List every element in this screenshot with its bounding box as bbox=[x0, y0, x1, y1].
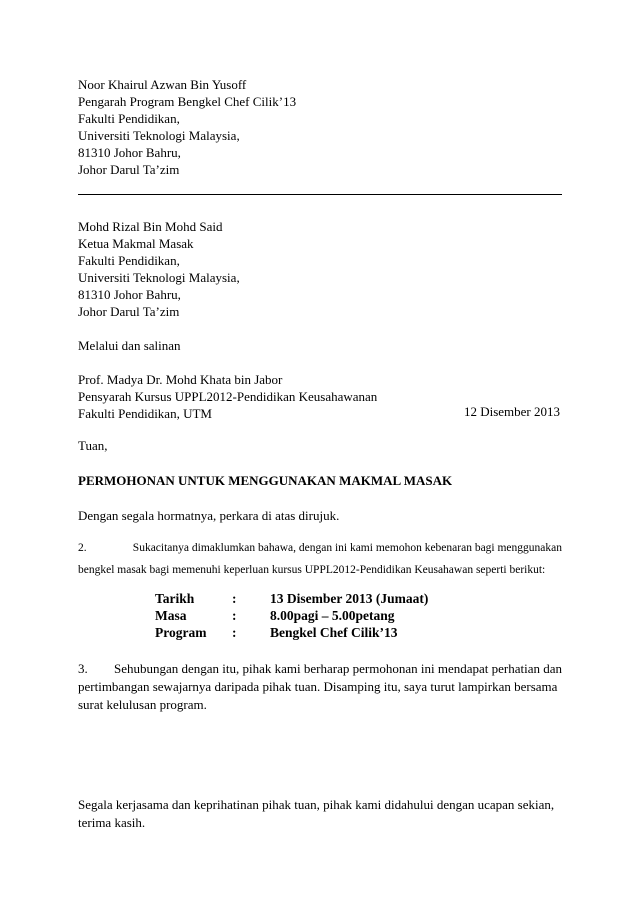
paragraph-3-line-1 bbox=[78, 660, 562, 678]
detail-separator: : bbox=[232, 591, 237, 606]
closing-paragraph bbox=[78, 796, 562, 832]
detail-label: Tarikh bbox=[155, 591, 195, 606]
paragraph-2-text-2: bengkel masak bagi memenuhi keperluan kursus UPPL2012-Pendidikan Keusahawan seperti berikut: bbox=[78, 564, 546, 576]
paragraph-3-text-3: surat kelulusan program. bbox=[78, 697, 207, 712]
paragraph-2-line-1 bbox=[78, 537, 562, 559]
subject-block bbox=[78, 472, 562, 489]
letterhead-divider bbox=[78, 194, 562, 195]
sender-state: Johor Darul Ta’zim bbox=[78, 162, 180, 177]
subject-heading: PERMOHONAN UNTUK MENGGUNAKAN MAKMAL MASAK bbox=[78, 473, 453, 488]
paragraph-3-text-1: Sehubungan dengan itu, pihak kami berharap permohonan ini mendapat perhatian dan bbox=[114, 661, 562, 676]
via-label-block bbox=[78, 337, 562, 354]
paragraph-3 bbox=[78, 660, 562, 714]
paragraph-2-number: 2. bbox=[78, 542, 87, 554]
salutation-block bbox=[78, 437, 562, 454]
via-faculty: Fakulti Pendidikan, UTM bbox=[78, 406, 212, 421]
detail-value: Bengkel Chef Cilik’13 bbox=[270, 625, 398, 640]
via-label: Melalui dan salinan bbox=[78, 338, 181, 353]
paragraph-2 bbox=[78, 537, 562, 581]
recipient-address bbox=[78, 218, 562, 320]
detail-label: Masa bbox=[155, 608, 187, 623]
via-name: Prof. Madya Dr. Mohd Khata bin Jabor bbox=[78, 372, 283, 387]
sender-title: Pengarah Program Bengkel Chef Cilik’13 bbox=[78, 94, 297, 109]
sender-address bbox=[78, 76, 562, 178]
intro-block bbox=[78, 507, 562, 524]
detail-value: 13 Disember 2013 (Jumaat) bbox=[270, 591, 429, 606]
paragraph-2-text-1: Sukacitanya dimaklumkan bahawa, dengan ini kami memohon kebenaran bagi menggunakan bbox=[132, 542, 562, 554]
recipient-state: Johor Darul Ta’zim bbox=[78, 304, 180, 319]
recipient-title: Ketua Makmal Masak bbox=[78, 236, 194, 251]
sender-name: Noor Khairul Azwan Bin Yusoff bbox=[78, 77, 247, 92]
intro-paragraph: Dengan segala hormatnya, perkara di atas dirujuk. bbox=[78, 508, 340, 523]
salutation: Tuan, bbox=[78, 438, 108, 453]
paragraph-3-number: 3. bbox=[78, 661, 88, 676]
detail-separator: : bbox=[232, 625, 237, 640]
paragraph-3-text-2: pertimbangan sewajarnya daripada pihak tuan. Disamping itu, saya turut lampirkan bersama bbox=[78, 679, 558, 694]
sender-postcode-city: 81310 Johor Bahru, bbox=[78, 145, 181, 160]
sender-faculty: Fakulti Pendidikan, bbox=[78, 111, 180, 126]
sender-university: Universiti Teknologi Malaysia, bbox=[78, 128, 240, 143]
via-title: Pensyarah Kursus UPPL2012-Pendidikan Keusahawanan bbox=[78, 389, 378, 404]
recipient-name: Mohd Rizal Bin Mohd Said bbox=[78, 219, 223, 234]
detail-value: 8.00pagi – 5.00petang bbox=[270, 608, 395, 623]
recipient-postcode-city: 81310 Johor Bahru, bbox=[78, 287, 181, 302]
recipient-university: Universiti Teknologi Malaysia, bbox=[78, 270, 240, 285]
letter-date: 12 Disember 2013 bbox=[463, 404, 560, 419]
closing-text-1: Segala kerjasama dan keprihatinan pihak tuan, pihak kami didahului dengan ucapan sekian, bbox=[78, 797, 555, 812]
detail-label: Program bbox=[155, 625, 207, 640]
closing-text-2: terima kasih. bbox=[78, 815, 146, 830]
recipient-faculty: Fakulti Pendidikan, bbox=[78, 253, 180, 268]
detail-separator: : bbox=[232, 608, 237, 623]
